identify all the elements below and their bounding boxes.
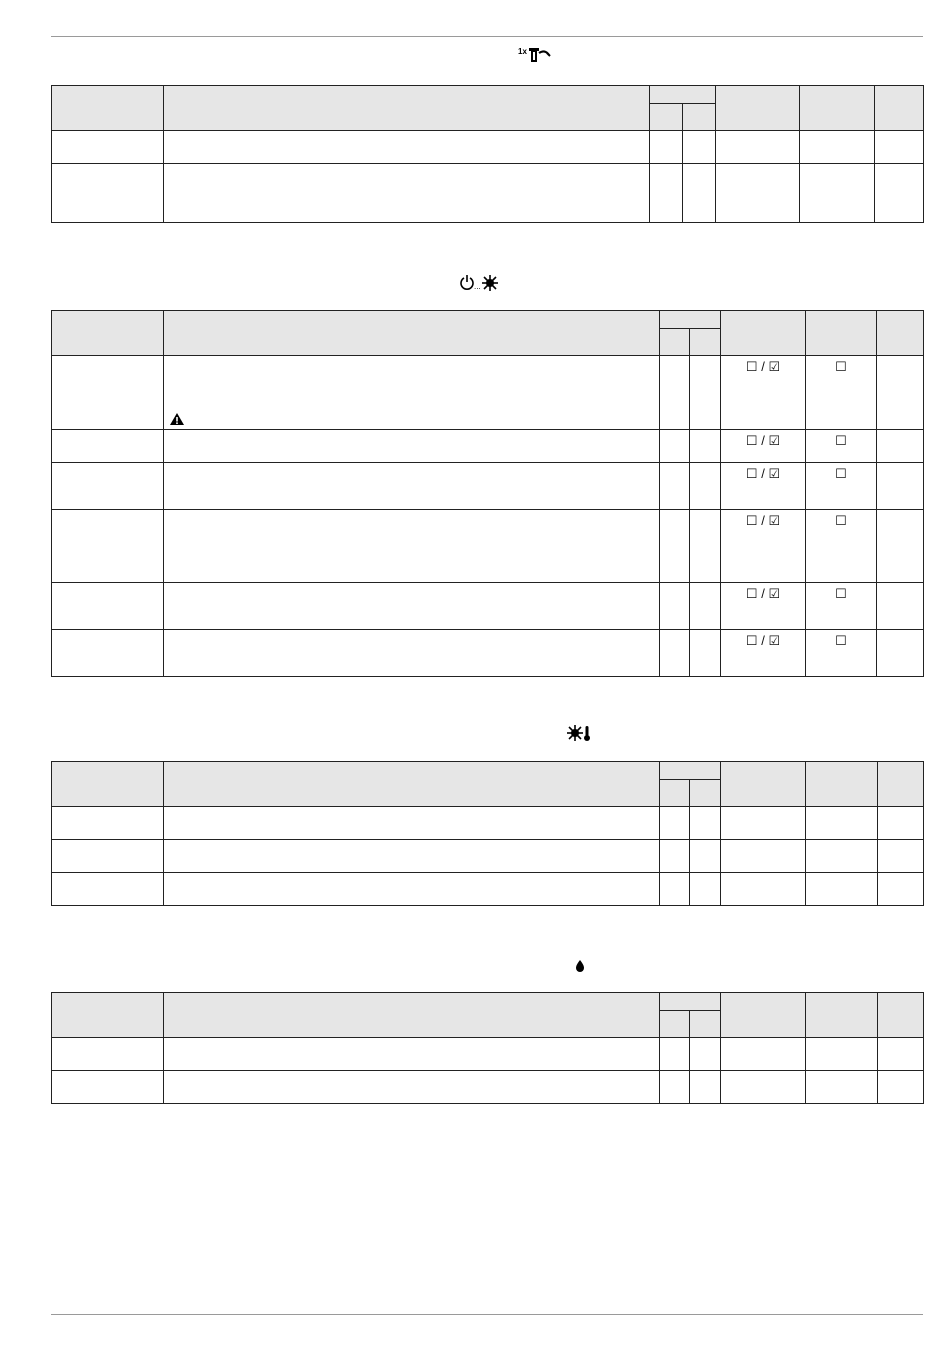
unchecked-box-icon: ☐ xyxy=(745,586,758,601)
checked-box-icon: ☑ xyxy=(768,633,781,648)
checkbox-pair: ☐ / ☑ xyxy=(745,586,781,601)
header-cell xyxy=(660,1011,690,1038)
table-row xyxy=(52,164,924,223)
table-row xyxy=(52,1071,924,1104)
power-sun-icon xyxy=(458,274,498,292)
unchecked-box-icon: ☐ xyxy=(745,633,758,648)
table-row xyxy=(52,510,924,583)
header-cell xyxy=(878,993,924,1038)
header-cell xyxy=(690,329,721,356)
parameter-table-2 xyxy=(51,310,924,677)
header-cell xyxy=(164,762,660,807)
header-cell xyxy=(164,86,650,131)
unchecked-box-icon: ☐ xyxy=(835,359,847,374)
table-row xyxy=(52,430,924,463)
checked-box-icon: ☑ xyxy=(768,586,781,601)
header-cell xyxy=(690,1011,721,1038)
header-cell xyxy=(660,311,721,329)
unchecked-box-icon: ☐ xyxy=(745,433,758,448)
header-cell xyxy=(650,104,683,131)
table-header-row xyxy=(52,993,924,1011)
moon-drop-icon xyxy=(566,955,586,973)
checkbox-pair: ☐ / ☑ xyxy=(745,466,781,481)
checkbox-pair: ☐ / ☑ xyxy=(745,359,781,374)
header-cell xyxy=(875,86,924,131)
header-cell xyxy=(800,86,875,131)
header-cell xyxy=(660,780,690,807)
unchecked-box-icon: ☐ xyxy=(835,466,847,481)
header-cell xyxy=(716,86,800,131)
sun-thermometer-icon xyxy=(567,724,591,742)
table-row xyxy=(52,630,924,677)
checked-box-icon: ☑ xyxy=(768,433,781,448)
header-cell xyxy=(52,993,164,1038)
table-row xyxy=(52,873,924,906)
table-row xyxy=(52,356,924,430)
svg-text:1x: 1x xyxy=(518,47,527,56)
checked-box-icon: ☑ xyxy=(768,513,781,528)
table-row xyxy=(52,807,924,840)
svg-text:...: ... xyxy=(474,282,481,291)
footer-rule xyxy=(51,1314,923,1315)
unchecked-box-icon: ☐ xyxy=(835,433,847,448)
header-cell xyxy=(164,311,660,356)
table-row xyxy=(52,840,924,873)
header-cell xyxy=(650,86,716,104)
unchecked-box-icon: ☐ xyxy=(745,513,758,528)
header-cell xyxy=(164,993,660,1038)
header-rule xyxy=(51,36,923,37)
table-header-row xyxy=(52,311,924,329)
header-cell xyxy=(660,762,721,780)
header-cell xyxy=(721,762,806,807)
table-row xyxy=(52,1038,924,1071)
checkbox-pair: ☐ / ☑ xyxy=(745,633,781,648)
header-cell xyxy=(52,762,164,807)
header-cell xyxy=(806,762,878,807)
header-cell xyxy=(721,993,806,1038)
parameter-table-3 xyxy=(51,761,924,906)
table-header-row xyxy=(52,86,924,104)
header-cell xyxy=(806,993,878,1038)
header-cell xyxy=(877,311,924,356)
unchecked-box-icon: ☐ xyxy=(745,359,758,374)
table-row xyxy=(52,131,924,164)
table-row xyxy=(52,463,924,510)
unchecked-box-icon: ☐ xyxy=(745,466,758,481)
header-cell xyxy=(52,311,164,356)
header-cell xyxy=(806,311,877,356)
parameter-table-4 xyxy=(51,992,924,1104)
warning-triangle-icon xyxy=(170,413,184,425)
checked-box-icon: ☑ xyxy=(768,466,781,481)
header-cell xyxy=(721,311,806,356)
checkbox-pair: ☐ / ☑ xyxy=(745,433,781,448)
header-cell xyxy=(683,104,716,131)
checkbox-pair: ☐ / ☑ xyxy=(745,513,781,528)
unchecked-box-icon: ☐ xyxy=(835,513,847,528)
unchecked-box-icon: ☐ xyxy=(835,586,847,601)
header-cell xyxy=(52,86,164,131)
checked-box-icon: ☑ xyxy=(768,359,781,374)
header-cell xyxy=(660,329,690,356)
header-cell xyxy=(690,780,721,807)
hot-water-one-time-icon xyxy=(518,45,552,63)
parameter-table-1 xyxy=(51,85,924,223)
unchecked-box-icon: ☐ xyxy=(835,633,847,648)
table-row xyxy=(52,583,924,630)
header-cell xyxy=(878,762,924,807)
table-header-row xyxy=(52,762,924,780)
header-cell xyxy=(660,993,721,1011)
